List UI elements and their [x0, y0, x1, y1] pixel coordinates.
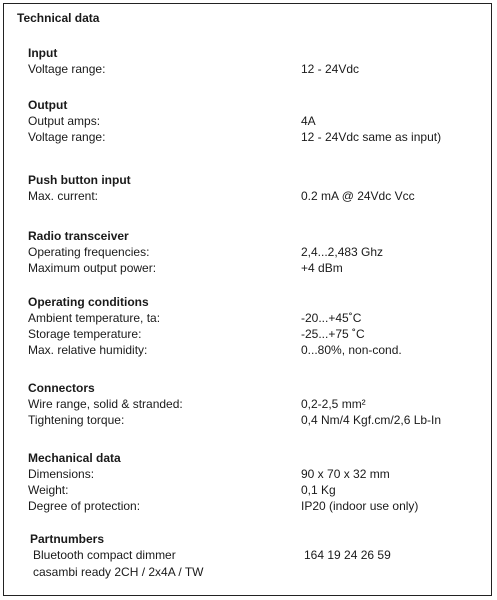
section-push-button-input — [28, 173, 481, 204]
spec-row — [30, 564, 481, 581]
spec-value: 164 19 24 26 59 — [304, 548, 391, 562]
spec-value: 0,2-2,5 mm² — [301, 397, 366, 411]
spec-row — [28, 188, 481, 204]
spec-label: Max. current: — [28, 189, 99, 203]
section-input — [28, 46, 481, 77]
spec-label: Wire range, solid & stranded: — [28, 397, 183, 411]
spec-label: Bluetooth compact dimmer — [33, 548, 176, 562]
spec-label: Max. relative humidity: — [28, 343, 148, 357]
spec-row — [28, 310, 481, 326]
spec-row — [28, 113, 481, 129]
spec-label: Weight: — [28, 483, 69, 497]
spec-value: +4 dBm — [301, 261, 343, 275]
spec-row — [28, 244, 481, 260]
spec-value: 0.2 mA @ 24Vdc Vcc — [301, 189, 415, 203]
page-title: Technical data — [17, 11, 100, 25]
spec-value: 0,4 Nm/4 Kgf.cm/2,6 Lb-In — [301, 413, 442, 427]
spec-value: 4A — [301, 114, 316, 128]
section-heading: Connectors — [28, 381, 95, 395]
spec-row — [28, 326, 481, 342]
spec-label: Tightening torque: — [28, 413, 125, 427]
section-heading: Radio transceiver — [28, 229, 129, 243]
spec-row — [30, 547, 481, 564]
spec-label: Degree of protection: — [28, 499, 141, 513]
section-heading: Push button input — [28, 173, 131, 187]
spec-value: 2,4...2,483 Ghz — [301, 245, 384, 259]
section-heading: Mechanical data — [28, 451, 121, 465]
spec-row — [28, 61, 481, 77]
section-connectors — [28, 381, 481, 428]
spec-value: 0,1 Kg — [301, 483, 336, 497]
spec-row — [28, 396, 481, 412]
spec-label: casambi ready 2CH / 2x4A / TW — [33, 565, 204, 579]
spec-row — [28, 412, 481, 428]
spec-value: IP20 (indoor use only) — [301, 499, 419, 513]
spec-label: Voltage range: — [28, 62, 106, 76]
section-heading: Partnumbers — [30, 532, 105, 546]
spec-row — [28, 342, 481, 358]
spec-label: Storage temperature: — [28, 327, 142, 341]
section-heading: Operating conditions — [28, 295, 149, 309]
spec-value: -20...+45˚C — [301, 311, 362, 325]
spec-value: 12 - 24Vdc — [301, 62, 360, 76]
spec-row — [28, 466, 481, 482]
spec-value: -25...+75 ˚C — [301, 327, 365, 341]
spec-value: 12 - 24Vdc same as input) — [301, 130, 442, 144]
section-heading: Input — [28, 46, 58, 60]
spec-row — [28, 260, 481, 276]
spec-value: 0...80%, non-cond. — [301, 343, 402, 357]
spec-label: Voltage range: — [28, 130, 106, 144]
section-radio-transceiver — [28, 229, 481, 276]
spec-label: Dimensions: — [28, 467, 95, 481]
spec-label: Ambient temperature, ta: — [28, 311, 161, 325]
spec-label: Output amps: — [28, 114, 101, 128]
spec-label: Operating frequencies: — [28, 245, 150, 259]
section-mechanical-data — [28, 451, 481, 514]
spec-label: Maximum output power: — [28, 261, 157, 275]
section-partnumbers — [30, 532, 481, 581]
section-output — [28, 98, 481, 145]
spec-row — [28, 482, 481, 498]
section-operating-conditions — [28, 295, 481, 358]
spec-value: 90 x 70 x 32 mm — [301, 467, 390, 481]
technical-data-panel — [3, 3, 492, 596]
section-heading: Output — [28, 98, 68, 112]
spec-row — [28, 498, 481, 514]
spec-row — [28, 129, 481, 145]
